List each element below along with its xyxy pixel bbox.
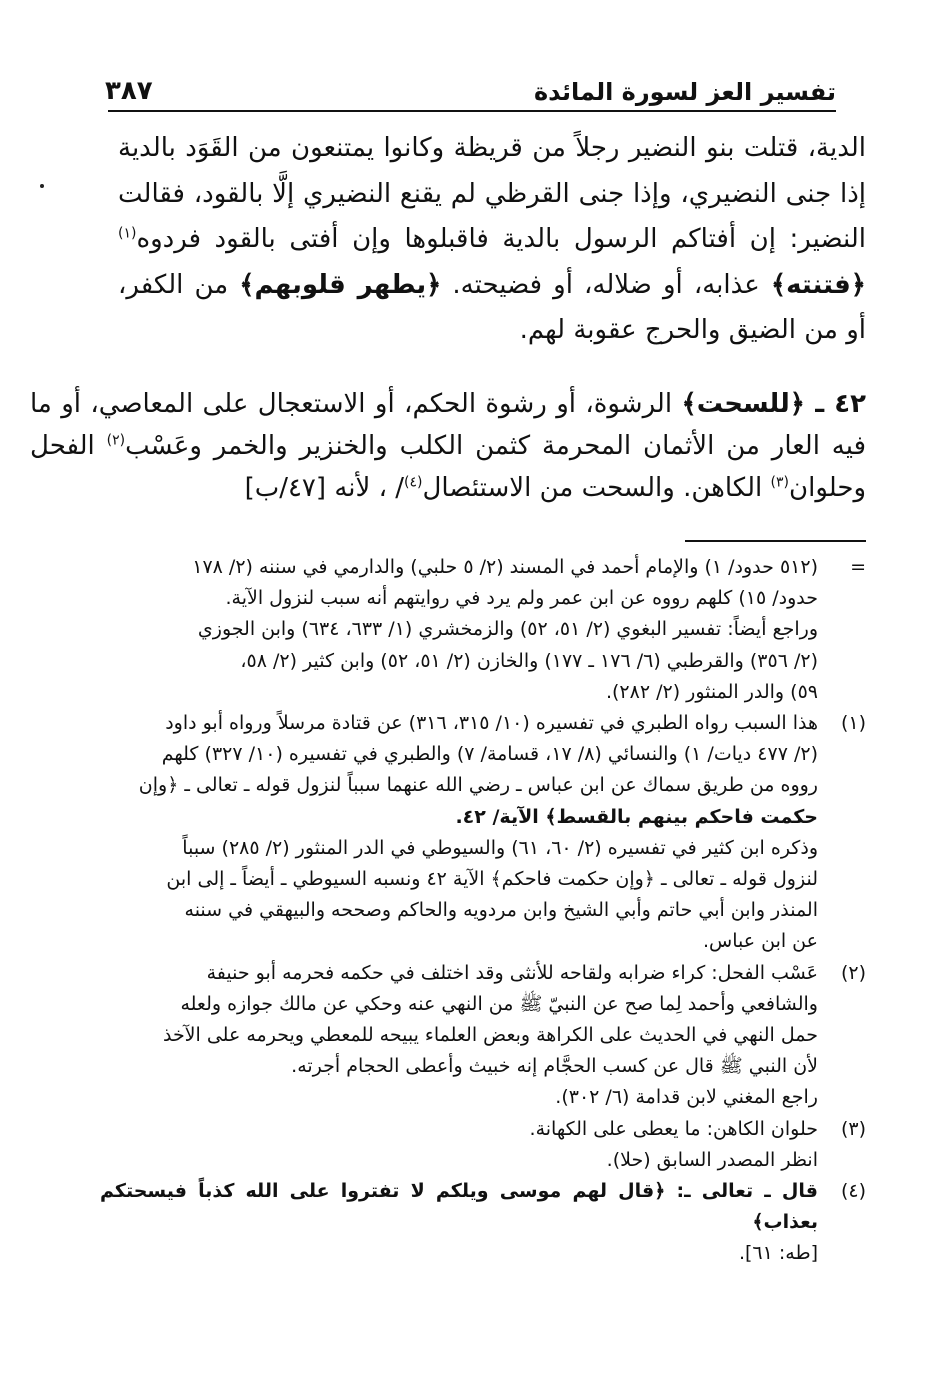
footnote-continued	[100, 552, 866, 708]
para1-text-3: عذابه، أو ضلاله، أو فضيحته.	[441, 269, 771, 300]
footnote-3	[100, 1114, 866, 1176]
footnote-line: انظر المصدر السابق (حلا).	[606, 1148, 818, 1171]
footnote-mark: (٣)	[840, 1117, 866, 1140]
footnote-line: حكمت فاحكم بينهم بالقسط﴾ الآية/ ٤٢.	[455, 805, 818, 828]
running-header	[105, 70, 836, 106]
footnote-line: لأن النبي ﷺ قال عن كسب الحجَّام إنه خبيث وأعطى الحجام أجرته.	[291, 1055, 818, 1078]
footnote-body	[100, 958, 818, 1114]
paragraph-2	[30, 383, 866, 509]
footnote-4	[100, 1176, 866, 1270]
footnote-line: راجع المغني لابن قدامة (٦/ ٣٠٢).	[555, 1086, 818, 1109]
para2-text-2: الفحل وحلوان	[30, 431, 866, 503]
footnote-body	[100, 1176, 818, 1270]
footnote-ref-1: (١)	[118, 225, 137, 242]
footnote-line: (٢/ ٣٥٦) والقرطبي (٦/ ١٧٦ ـ ١٧٧) والخازن (٢/ ٥١، ٥٢) وابن كثير (٢/ ٥٨،	[240, 649, 818, 672]
quran-term-suht: ﴿للسحت﴾	[681, 389, 806, 419]
footnote-line: والشافعي وأحمد لِما صح عن النبيّ ﷺ من النهي عنه وحكي عن مالك جوازه ولعله	[180, 992, 818, 1015]
footnote-ref-4: (٤)	[404, 474, 423, 491]
footnote-line: [طه: ٦١].	[738, 1242, 818, 1265]
para1-text-4: من الكفر، أو من الضيق والحرج عقوبة لهم.	[118, 269, 866, 345]
scan-speck	[40, 184, 44, 188]
para1-text-1: الدية، قتلت بنو النضير رجلاً من قريظة وكانوا يمتنعون من القَوَد بالدية إذا جنى النضيري، وإذا جنى القرظي لم يقنع النضيري إلَّا بالقود، فقالت النضير: إن أفتاكم الرسول بالدية فاقبلوها وإن أفتى بالقود فردوه	[118, 133, 866, 254]
footnote-ref-3: (٣)	[770, 474, 790, 491]
page-number: ٣٨٧	[105, 76, 153, 106]
footnote-line: وراجع أيضاً: تفسير البغوي (٢/ ٥١، ٥٢) والزمخشري (١/ ٦٣٣، ٦٣٤) وابن الجوزي	[197, 618, 818, 641]
footnote-line: حدود/ ١٥) كلهم رووه عن ابن عمر ولم يرد في روايتهم أنه سبب لنزول الآية.	[225, 587, 818, 610]
verse-number: ٤٢ ـ	[805, 389, 866, 419]
footnote-line: حلوان الكاهن: ما يعطى على الكهانة.	[529, 1117, 818, 1140]
footnote-line: ٥٩) والدر المنثور (٢/ ٢٨٢).	[605, 680, 818, 703]
footnote-body	[100, 1114, 818, 1176]
paragraph-1	[118, 126, 866, 354]
footnote-ref-2: (٢)	[106, 432, 126, 449]
footnote-mark: (١)	[840, 712, 866, 735]
footnote-separator	[685, 540, 866, 542]
footnote-line: (٥١٢ حدود/ ١) والإمام أحمد في المسند (٢/ ٥ حلبي) والدارمي في سننه (٢/ ١٧٨	[192, 556, 818, 578]
para2-text-1: الرشوة، أو رشوة الحكم، أو الاستعجال على المعاصي، أو ما فيه العار من الأثمان المحرمة كثمن الكلب والخنزير والخمر وعَسْب	[30, 389, 866, 461]
footnote-line: رووه من طريق سماك عن ابن عباس ـ رضي الله عنهما سبباً لنزول قوله ـ تعالى ـ ﴿وإن	[138, 774, 818, 797]
footnotes	[100, 552, 866, 1270]
footnote-line: عَسْب الفحل: كراء ضرابه ولقاحه للأنثى وقد اختلف في حكمه فحرمه أبو حنيفة	[206, 961, 818, 984]
footnote-mark: (٤)	[840, 1180, 866, 1203]
footnote-1	[100, 708, 866, 958]
footnote-line: وذكره ابن كثير في تفسيره (٢/ ٦٠، ٦١) والسيوطي في الدر المنثور (٢/ ٢٨٥) سبباً	[182, 836, 818, 859]
para2-text-3: الكاهن. والسحت من الاستئصال	[422, 473, 771, 503]
footnote-line: حمل النهي في الحديث على الكراهة وبعض العلماء يبيحه للمعطي ويحرمه على الآخذ	[162, 1024, 818, 1047]
footnote-body	[100, 708, 818, 958]
footnote-mark: (٢)	[840, 961, 866, 984]
footnote-line: هذا السبب رواه الطبري في تفسيره (١٠/ ٣١٥، ٣١٦) عن قتادة مرسلاً ورواه أبو داود	[165, 712, 818, 735]
footnote-line: قال ـ تعالى ـ: ﴿قال لهم موسى ويلكم لا تفتروا على الله كذباً فيسحتكم بعذاب﴾	[100, 1180, 818, 1234]
footnote-line: لنزول قوله ـ تعالى ـ ﴿وإن حكمت فاحكم﴾ الآية ٤٢ ونسبه السيوطي ـ أيضاً ـ إلى ابن	[166, 868, 818, 891]
footnote-line: عن ابن عباس.	[702, 930, 818, 953]
footnote-line: (٢/ ٤٧٧ ديات/ ١) والنسائي (٨/ ١٧، قسامة/ ٧) والطبري في تفسيره (١٠/ ٣٢٧) كلهم	[161, 743, 818, 766]
para2-text-4: / ، لأنه [٤٧/ب]	[244, 473, 404, 503]
header-rule	[108, 110, 836, 112]
quran-term-fitnatahu: ﴿فتنته﴾	[770, 269, 866, 300]
running-title: تفسير العز لسورة المائدة	[533, 78, 836, 106]
footnote-body	[100, 552, 818, 708]
footnote-2	[100, 958, 866, 1114]
footnote-line: المنذر وابن أبي حاتم وأبي الشيخ وابن مردويه والحاكم وصححه والبيهقي في سننه	[184, 899, 818, 922]
footnote-mark: =	[850, 556, 866, 578]
quran-term-yutahhir: ﴿يطهر قلوبهم﴾	[239, 269, 442, 300]
